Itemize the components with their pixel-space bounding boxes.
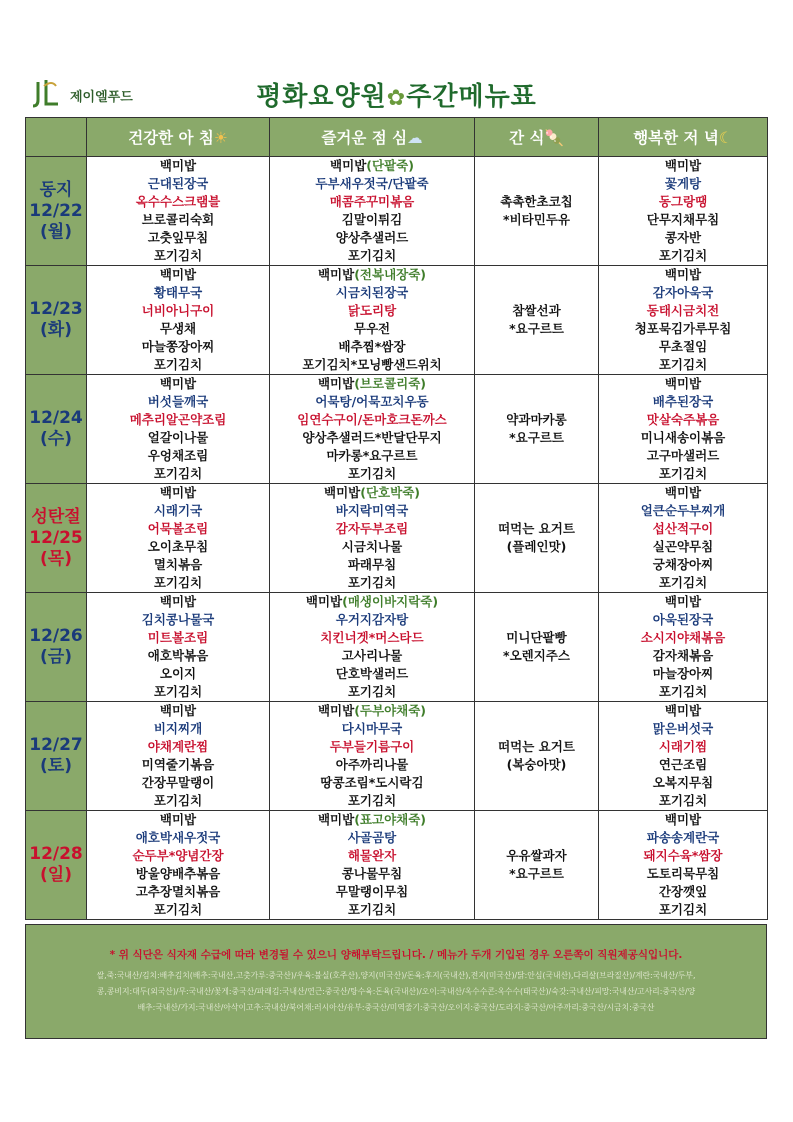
menu-item-part: 고사리나물 <box>341 648 403 663</box>
day-label: 12/23 <box>29 299 83 319</box>
menu-item: 메추리알곤약조림 <box>129 412 227 427</box>
menu-item <box>270 157 474 175</box>
menu-item: 미역줄기볶음 <box>141 757 215 772</box>
menu-item-part: 포기김치 <box>347 793 397 808</box>
menu-item: 미니새송이볶음 <box>640 430 726 445</box>
menu-item-part: 백미밥 <box>317 812 355 827</box>
menu-item: 단무지채무침 <box>646 212 720 227</box>
menu-item: 포기김치 <box>658 466 708 481</box>
lunch-cell <box>270 593 475 702</box>
menu-item <box>270 538 474 556</box>
snack-cell <box>475 811 599 920</box>
menu-item: 오복지무침 <box>652 775 714 790</box>
menu-item: 백미밥 <box>159 267 197 282</box>
menu-item: 비지찌개 <box>153 721 203 736</box>
menu-item <box>270 865 474 883</box>
dinner-cell <box>599 157 768 266</box>
menu-item <box>270 847 474 865</box>
lunch-cell <box>270 157 475 266</box>
menu-item <box>270 247 474 265</box>
menu-item: 맑은버섯국 <box>652 721 714 736</box>
menu-item-part: 해물완자 <box>347 848 397 863</box>
menu-item-part: 포기김치*모닝빵샌드위치 <box>302 357 442 372</box>
menu-item: 애호박새우젓국 <box>135 830 221 845</box>
menu-item: 고구마샐러드 <box>646 448 720 463</box>
menu-item-part: 양상추샐러드 <box>335 230 409 245</box>
snack-item: 미니단팥빵 <box>506 630 567 645</box>
menu-item-part: (두부야채죽) <box>354 703 427 718</box>
menu-item: 마늘장아찌 <box>652 666 714 681</box>
day-cell <box>26 157 87 266</box>
origin-line: 쌀,죽:국내산/김치:배추김치(배추:국내산,고춧가루:중국산)/우육:불실(호주산),양지(미국산)/돈육:후지(국내산),전지(미국산)/닭:안심(국내산),다리살(브라질산)/계란:국내산/두부, <box>96 971 696 980</box>
menu-item-part: 포기김치 <box>347 902 397 917</box>
menu-item-part: (매생이바지락죽) <box>342 594 439 609</box>
menu-item: 백미밥 <box>664 594 702 609</box>
day-label: 12/28 <box>29 844 83 864</box>
day-label: 성탄절 <box>31 506 81 527</box>
menu-item: 근대된장국 <box>147 176 209 191</box>
menu-item: 백미밥 <box>159 485 197 500</box>
breakfast-cell <box>87 484 270 593</box>
menu-item <box>270 175 474 193</box>
breakfast-cell <box>87 811 270 920</box>
snack-item: 우유쌀과자 <box>506 848 567 863</box>
menu-item <box>270 302 474 320</box>
menu-item-part: 단호박샐러드 <box>335 666 409 681</box>
menu-item: 포기김치 <box>658 684 708 699</box>
breakfast-cell <box>87 375 270 484</box>
page-title <box>0 76 793 113</box>
snack-item: *비타민두유 <box>503 212 570 227</box>
menu-item: 얼갈이나물 <box>147 430 209 445</box>
menu-item: 버섯들깨국 <box>147 394 209 409</box>
day-row <box>26 375 768 484</box>
day-label: (월) <box>40 221 72 242</box>
menu-item: 얼큰순두부찌개 <box>640 503 726 518</box>
menu-item-part: 두부새우젓국/단팥죽 <box>315 176 429 191</box>
menu-item: 멸치볶음 <box>153 557 203 572</box>
menu-item: 포기김치 <box>153 902 203 917</box>
day-label: 동지 <box>39 179 73 200</box>
menu-item-part: 백미밥 <box>317 267 355 282</box>
snack-item: 떠먹는 요거트 <box>498 739 575 754</box>
lunch-cell <box>270 266 475 375</box>
day-label: 12/22 <box>29 200 83 221</box>
menu-item-part: 두부들기름구이 <box>329 739 415 754</box>
menu-item: 황태무국 <box>153 285 203 300</box>
menu-item <box>270 284 474 302</box>
menu-item <box>270 647 474 665</box>
breakfast-cell <box>87 702 270 811</box>
menu-item <box>270 883 474 901</box>
lunch-cell <box>270 702 475 811</box>
lunch-cell <box>270 375 475 484</box>
sun-icon: ☀ <box>213 129 228 147</box>
table-header-row <box>26 118 768 157</box>
menu-item <box>270 738 474 756</box>
menu-item: 어묵볼조림 <box>147 521 209 536</box>
menu-item-part: 포기김치 <box>347 575 397 590</box>
skewer-icon: 🍡 <box>544 129 564 147</box>
day-cell <box>26 811 87 920</box>
menu-item-part: 매콤주꾸미볶음 <box>329 194 415 209</box>
menu-item <box>270 756 474 774</box>
snack-cell <box>475 266 599 375</box>
menu-item: 백미밥 <box>664 485 702 500</box>
menu-item-part: 양상추샐러드*반달단무지 <box>302 430 442 445</box>
menu-item-part: 시금치된장국 <box>335 285 409 300</box>
menu-item: 오이지 <box>159 666 197 681</box>
menu-item-part: 포기김치 <box>347 466 397 481</box>
snack-cell <box>475 702 599 811</box>
dinner-cell <box>599 375 768 484</box>
menu-item: 순두부*양념간장 <box>132 848 224 863</box>
change-notice: * 위 식단은 식자재 수급에 따라 변경될 수 있으니 양해부탁드립니다. / 메뉴가 두개 기입된 경우 오른쪽이 직원제공식입니다. <box>109 949 683 961</box>
rainbow-icon: ☁ <box>407 129 423 147</box>
menu-item: 시래기찜 <box>658 739 708 754</box>
menu-item: 미트볼조림 <box>147 630 209 645</box>
snack-item: *요구르트 <box>509 321 564 336</box>
menu-item: 궁채장아찌 <box>652 557 714 572</box>
day-label: 12/25 <box>29 527 83 548</box>
menu-item-part: 다시마무국 <box>341 721 403 736</box>
day-row <box>26 593 768 702</box>
menu-item: 맛살숙주볶음 <box>646 412 720 427</box>
menu-item-part: 백미밥 <box>330 158 367 173</box>
menu-item <box>270 720 474 738</box>
menu-item-part: 백미밥 <box>317 703 355 718</box>
menu-item: 연근조림 <box>658 757 708 772</box>
day-row <box>26 266 768 375</box>
column-header-lunch: 즐거운 점 심☁ <box>270 118 475 157</box>
menu-item <box>270 411 474 429</box>
flower-icon: ✿ <box>386 86 407 111</box>
menu-item: 간장무말랭이 <box>141 775 215 790</box>
footer-notes <box>25 924 767 1039</box>
menu-item <box>270 193 474 211</box>
breakfast-cell <box>87 157 270 266</box>
menu-item <box>270 574 474 592</box>
menu-item <box>270 683 474 701</box>
menu-item <box>270 320 474 338</box>
menu-item: 애호박볶음 <box>147 648 209 663</box>
menu-item-part: (브로콜리죽) <box>354 376 427 391</box>
day-label: (목) <box>40 548 72 569</box>
menu-item: 고춧잎무침 <box>147 230 209 245</box>
column-header-breakfast: 건강한 아 침☀ <box>87 118 270 157</box>
title-menu: 주간메뉴표 <box>406 82 537 112</box>
menu-item: 돼지수육*쌈장 <box>643 848 723 863</box>
menu-item <box>270 556 474 574</box>
menu-item <box>270 447 474 465</box>
menu-item-part: 김말이튀김 <box>341 212 403 227</box>
menu-item: 포기김치 <box>153 575 203 590</box>
menu-item <box>270 356 474 374</box>
title-facility: 평화요양원 <box>256 82 387 112</box>
menu-item <box>270 811 474 829</box>
menu-item: 감자채볶음 <box>652 648 714 663</box>
menu-item <box>270 211 474 229</box>
column-header-dinner: 행복한 저 녁☾ <box>599 118 768 157</box>
snack-item: (플레인맛) <box>506 539 567 554</box>
menu-item: 고추장멸치볶음 <box>135 884 221 899</box>
snack-item: 참쌀선과 <box>512 303 561 318</box>
corner-cell <box>26 118 87 157</box>
menu-item <box>270 484 474 502</box>
menu-item: 실곤약무침 <box>652 539 714 554</box>
menu-item <box>270 266 474 284</box>
menu-item: 옥수수스크램블 <box>135 194 221 209</box>
dinner-cell <box>599 702 768 811</box>
day-label: (토) <box>40 756 72 776</box>
dinner-cell <box>599 484 768 593</box>
menu-item-part: 무우전 <box>353 321 391 336</box>
menu-item: 파송송계란국 <box>646 830 720 845</box>
breakfast-cell <box>87 593 270 702</box>
menu-item: 백미밥 <box>159 376 197 391</box>
menu-item: 아욱된장국 <box>652 612 714 627</box>
snack-item: 약과마카롱 <box>506 412 567 427</box>
snack-item: *요구르트 <box>509 866 564 881</box>
menu-item: 무생채 <box>159 321 197 336</box>
menu-item: 포기김치 <box>658 357 708 372</box>
menu-item <box>270 774 474 792</box>
menu-item-part: 땅콩조림*도시락김 <box>320 775 424 790</box>
menu-item: 도토리묵무침 <box>646 866 720 881</box>
menu-item <box>270 593 474 611</box>
menu-item-part: (전복내장죽) <box>354 267 427 282</box>
menu-item: 방울양배추볶음 <box>135 866 221 881</box>
menu-item: 브로콜리숙회 <box>141 212 215 227</box>
menu-item-part: 배추찜*쌈장 <box>338 339 406 354</box>
menu-item: 무초절임 <box>658 339 708 354</box>
menu-item: 백미밥 <box>159 812 197 827</box>
menu-item <box>270 901 474 919</box>
day-label: 12/26 <box>29 626 83 646</box>
weekly-menu-table <box>25 117 768 920</box>
day-cell <box>26 593 87 702</box>
day-label: (수) <box>40 429 72 449</box>
day-cell <box>26 266 87 375</box>
menu-item: 동태시금치전 <box>646 303 720 318</box>
menu-item: 김치콩나물국 <box>141 612 215 627</box>
menu-item-part: 파래무침 <box>347 557 397 572</box>
lunch-cell <box>270 484 475 593</box>
menu-item: 백미밥 <box>664 267 702 282</box>
menu-item: 포기김치 <box>658 793 708 808</box>
breakfast-cell <box>87 266 270 375</box>
menu-item-part: 감자두부조림 <box>335 521 409 536</box>
day-cell <box>26 702 87 811</box>
menu-item: 오이초무침 <box>147 539 209 554</box>
origin-line: 콩,콩비지:대두(외국산)/무:국내산/꽃게:중국산/파래김:국내산/연근:중국산/탕수육:돈육(국내산)/오이:국내산/옥수수콘:옥수수(태국산)/숙갓:국내산/피망:국내산/고사리:중국산/양 <box>96 987 696 996</box>
menu-item: 청포묵김가루무침 <box>634 321 732 336</box>
menu-item <box>270 393 474 411</box>
menu-item: 백미밥 <box>664 703 702 718</box>
menu-item-part: (단호박죽) <box>360 485 420 500</box>
snack-item: (복숭아맛) <box>506 757 567 772</box>
day-label: (일) <box>40 865 72 885</box>
menu-item <box>270 338 474 356</box>
menu-item: 백미밥 <box>159 703 197 718</box>
menu-item-part: 백미밥 <box>324 485 361 500</box>
snack-item: *요구르트 <box>509 430 564 445</box>
menu-item: 백미밥 <box>159 158 197 173</box>
origin-info <box>44 968 748 1016</box>
menu-item-part: 치킨너겟*머스타드 <box>320 630 424 645</box>
menu-item: 백미밥 <box>159 594 197 609</box>
menu-item <box>270 792 474 810</box>
menu-item: 동그랑땡 <box>658 194 708 209</box>
menu-item: 포기김치 <box>658 575 708 590</box>
menu-item <box>270 465 474 483</box>
menu-item: 포기김치 <box>658 902 708 917</box>
menu-item-part: 사골곰탕 <box>347 830 397 845</box>
menu-item: 포기김치 <box>153 466 203 481</box>
menu-item-part: 임연수구이/돈마호크돈까스 <box>297 412 447 427</box>
menu-item <box>270 502 474 520</box>
menu-item: 우엉채조림 <box>147 448 209 463</box>
menu-item-part: 닭도리탕 <box>347 303 397 318</box>
dinner-cell <box>599 811 768 920</box>
menu-item-part: 시금치나물 <box>341 539 403 554</box>
column-header-snack: 간 식🍡 <box>475 118 599 157</box>
day-label: 12/27 <box>29 735 83 755</box>
menu-item <box>270 629 474 647</box>
snack-cell <box>475 484 599 593</box>
origin-line: 배추:국내산/가지:국내산/아삭이고추:국내산/북어채:러시아산/유부:중국산/미역줄기:중국산/오이지:중국산/도라지:중국산/아주까리:중국산/시금치:중국산 <box>137 1003 655 1012</box>
day-row <box>26 811 768 920</box>
menu-item: 포기김치 <box>153 357 203 372</box>
snack-cell <box>475 157 599 266</box>
menu-item: 너비아니구이 <box>141 303 215 318</box>
lunch-cell <box>270 811 475 920</box>
menu-item-part: 백미밥 <box>317 376 355 391</box>
moon-icon: ☾ <box>718 129 733 147</box>
menu-item-part: 포기김치 <box>347 684 397 699</box>
menu-item: 간장깻잎 <box>658 884 708 899</box>
menu-item: 포기김치 <box>658 248 708 263</box>
day-cell <box>26 484 87 593</box>
menu-item-part: (표고야채죽) <box>354 812 427 827</box>
menu-item <box>270 829 474 847</box>
menu-item <box>270 429 474 447</box>
menu-item-part: 바지락미역국 <box>335 503 409 518</box>
menu-item-part: 콩나물무침 <box>341 866 403 881</box>
menu-item-part: 포기김치 <box>347 248 397 263</box>
menu-item: 야채계란찜 <box>147 739 209 754</box>
logo-text: 제이엘푸드 <box>70 90 133 105</box>
day-label: 12/24 <box>29 408 83 428</box>
menu-item: 소시지야채볶음 <box>640 630 726 645</box>
snack-item: *오렌지주스 <box>503 648 570 663</box>
menu-item <box>270 520 474 538</box>
menu-item: 배추된장국 <box>652 394 714 409</box>
menu-item-part: 우거지감자탕 <box>335 612 409 627</box>
menu-item: 포기김치 <box>153 793 203 808</box>
menu-item: 백미밥 <box>664 158 702 173</box>
day-label: (금) <box>40 647 72 667</box>
day-cell <box>26 375 87 484</box>
menu-item: 포기김치 <box>153 684 203 699</box>
dinner-cell <box>599 593 768 702</box>
menu-item <box>270 702 474 720</box>
menu-item-part: (단팥죽) <box>366 158 414 173</box>
menu-item <box>270 611 474 629</box>
menu-item-part: 무말랭이무침 <box>335 884 409 899</box>
menu-item: 마늘쫑장아찌 <box>141 339 215 354</box>
snack-item: 떠먹는 요거트 <box>498 521 575 536</box>
day-row <box>26 484 768 593</box>
menu-item: 감자아욱국 <box>652 285 714 300</box>
menu-item: 시래기국 <box>153 503 203 518</box>
menu-item: 백미밥 <box>664 812 702 827</box>
snack-cell <box>475 375 599 484</box>
day-label: (화) <box>40 320 72 340</box>
menu-item: 꽃게탕 <box>664 176 702 191</box>
snack-item: 촉촉한초코칩 <box>500 194 573 209</box>
snack-cell <box>475 593 599 702</box>
day-row <box>26 702 768 811</box>
menu-item: 포기김치 <box>153 248 203 263</box>
menu-item <box>270 229 474 247</box>
menu-item: 백미밥 <box>664 376 702 391</box>
menu-item-part: 마카롱*요구르트 <box>326 448 418 463</box>
menu-item <box>270 665 474 683</box>
menu-item: 콩자반 <box>664 230 702 245</box>
menu-item-part: 백미밥 <box>305 594 343 609</box>
day-row <box>26 157 768 266</box>
dinner-cell <box>599 266 768 375</box>
menu-item <box>270 375 474 393</box>
menu-item: 섭산적구이 <box>652 521 714 536</box>
menu-item-part: 아주까리나물 <box>335 757 409 772</box>
menu-item-part: 어묵탕/어묵꼬치우동 <box>315 394 429 409</box>
